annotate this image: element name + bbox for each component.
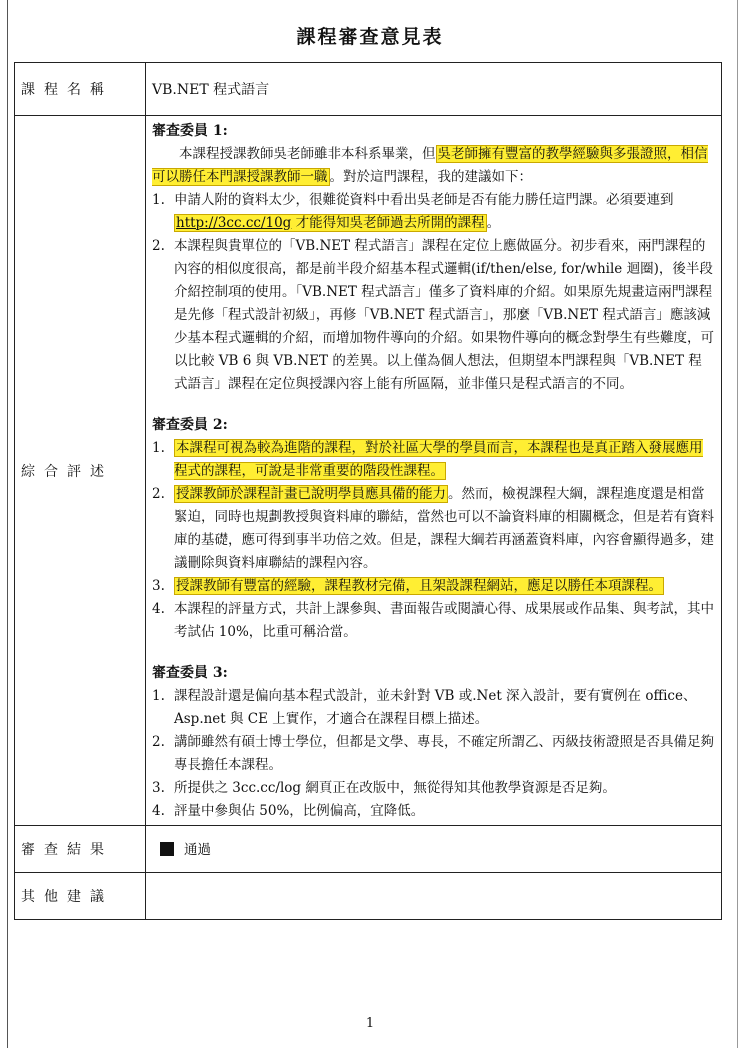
item-number: 3. (152, 578, 165, 594)
other-value (146, 873, 722, 920)
reviewer2-section (152, 414, 715, 644)
item-number: 4. (152, 803, 165, 819)
result-row (15, 826, 722, 873)
reviewer2-item-1 (152, 437, 715, 483)
reviewer3-title: 審查委員 3: (152, 665, 228, 681)
course-name-value: VB.NET 程式語言 (146, 63, 722, 116)
item-number: 3. (152, 780, 165, 796)
review-label: 綜合評述 (15, 116, 146, 826)
reviewer3-item-2 (152, 731, 715, 777)
reviewer1-intro-highlight: 吳老師擁有豐富的教學經驗與多張證照，相信可以勝任本門課授課教師一職 (152, 146, 708, 185)
page-number: 1 (365, 1016, 375, 1031)
result-content (146, 826, 722, 873)
result-value: 通過 (184, 841, 211, 858)
reviewer3-item-4 (152, 800, 715, 823)
review-row (15, 116, 722, 826)
document-title: 課程審查意見表 (296, 26, 444, 48)
review-form-table (14, 62, 722, 920)
course-name-row (15, 63, 722, 116)
item-number: 4. (152, 601, 165, 617)
item-number: 1. (152, 440, 165, 456)
reviewer1-list (152, 189, 715, 396)
reviewer2-title: 審查委員 2: (152, 417, 228, 433)
reviewer2-item-3 (152, 575, 715, 598)
reviewer1-item1-post: 。 (486, 215, 501, 231)
reviewer2-item4-text: 本課程的評量方式，共計上課參與、書面報告或閱讀心得、成果展或作品集、與考試，其中考試佔 10%，比重可稱洽當。 (174, 601, 714, 640)
reviewer2-list (152, 437, 715, 644)
checked-box-icon[interactable] (160, 842, 174, 856)
reviewer1-item1-highlight (174, 214, 487, 232)
reviewer3-section (152, 662, 715, 823)
reviewer1-item1-pre: 申請人附的資料太少，很難從資料中看出吳老師是否有能力勝任這門課。必須要連到 (174, 192, 674, 208)
reviewer3-item4-text: 評量中參與佔 50%，比例偏高，宜降低。 (174, 803, 425, 819)
reviewer1-title: 審查委員 1: (152, 123, 228, 139)
reviewer1-intro-pre: 本課程授課教師吳老師雖非本科系畢業，但 (179, 146, 436, 162)
reviewer2-item-2 (152, 483, 715, 575)
reviewer2-item-4 (152, 598, 715, 644)
item-number: 1. (152, 192, 165, 208)
reviewer2-item2-text: 。然而，檢視課程大綱，課程進度還是相當緊迫，同時也規劃教授與資料庫的聯結，當然也可以不論資料庫的相關概念，但是若有資料庫的基礎，應可得到事半功倍之效。但是，課程大綱若再涵蓋資料庫，內容會顯得過多，建議刪除與資料庫聯結的課程內容。 (174, 486, 714, 571)
course-link[interactable]: http://3cc.cc/10g (176, 215, 292, 231)
reviewer2-item3-highlight: 授課教師有豐富的經驗，課程教材完備，且架設課程網站，應足以勝任本項課程。 (176, 578, 662, 594)
item-number: 1. (152, 688, 165, 704)
reviewer2-item2-highlight: 授課教師於課程計畫已說明學員應具備的能力 (176, 486, 446, 502)
reviewer1-intro (152, 143, 715, 189)
item-number: 2. (152, 238, 165, 254)
reviewer1-item1-highlight-text: 才能得知吳老師過去所開的課程 (291, 215, 485, 231)
item-number: 2. (152, 486, 165, 502)
reviewer3-item2-text: 講師雖然有碩士博士學位，但都是文學、專長，不確定所謂乙、丙級技術證照是否具備足夠專長擔任本課程。 (174, 734, 714, 773)
reviewer1-item2-text: 本課程與貴單位的「VB.NET 程式語言」課程在定位上應做區分。初步看來，兩門課程的內容的相似度很高，都是前半段介紹基本程式邏輯(if/then/else, for/while 迴圈)，後半段介紹控制項的使用。「VB.NET 程式語言」僅多了資料庫的介紹。如果原先規畫這兩門課程是先修「程式設計初級」，再修「VB.NET 程式語言」，那麼「VB.NET 程式語言」應該減少基本程式邏輯的介紹，而增加物件導向的介紹。如果物件導向的概念對學生有些難度，可以比較 VB 6 與 VB.NET 的差異。以上僅為個人想法，但期望本門課程與「VB.NET 程式語言」課程在定位與授課內容上能有所區隔，並非僅只是程式語言的不同。 (174, 238, 714, 392)
reviewer2-item1-highlight: 本課程可視為較為進階的課程，對於社區大學的學員而言，本課程也是真正踏入發展應用程式的課程，可說是非常重要的階段性課程。 (174, 440, 703, 479)
reviewer1-section (152, 120, 715, 396)
other-row (15, 873, 722, 920)
reviewer3-item3-text: 所提供之 3cc.cc/log 網頁正在改版中，無從得知其他教學資源是否足夠。 (174, 780, 616, 796)
reviewer3-item1-text: 課程設計還是偏向基本程式設計，並未針對 VB 或.Net 深入設計，要有實例在 office、Asp.net 與 CE 上實作，才適合在課程目標上描述。 (174, 688, 697, 727)
course-name-label: 課程名稱 (15, 63, 146, 116)
page-right-edge (737, 0, 738, 1048)
other-label: 其他建議 (15, 873, 146, 920)
result-label: 審查結果 (15, 826, 146, 873)
reviewer3-list (152, 685, 715, 823)
review-content (146, 116, 722, 826)
reviewer1-intro-post: 。對於這門課程，我的建議如下： (329, 169, 532, 185)
reviewer3-item-3 (152, 777, 715, 800)
item-number: 2. (152, 734, 165, 750)
reviewer3-item-1 (152, 685, 715, 731)
page-left-edge (7, 0, 8, 1048)
reviewer1-item-1 (152, 189, 715, 235)
reviewer1-item-2 (152, 235, 715, 396)
